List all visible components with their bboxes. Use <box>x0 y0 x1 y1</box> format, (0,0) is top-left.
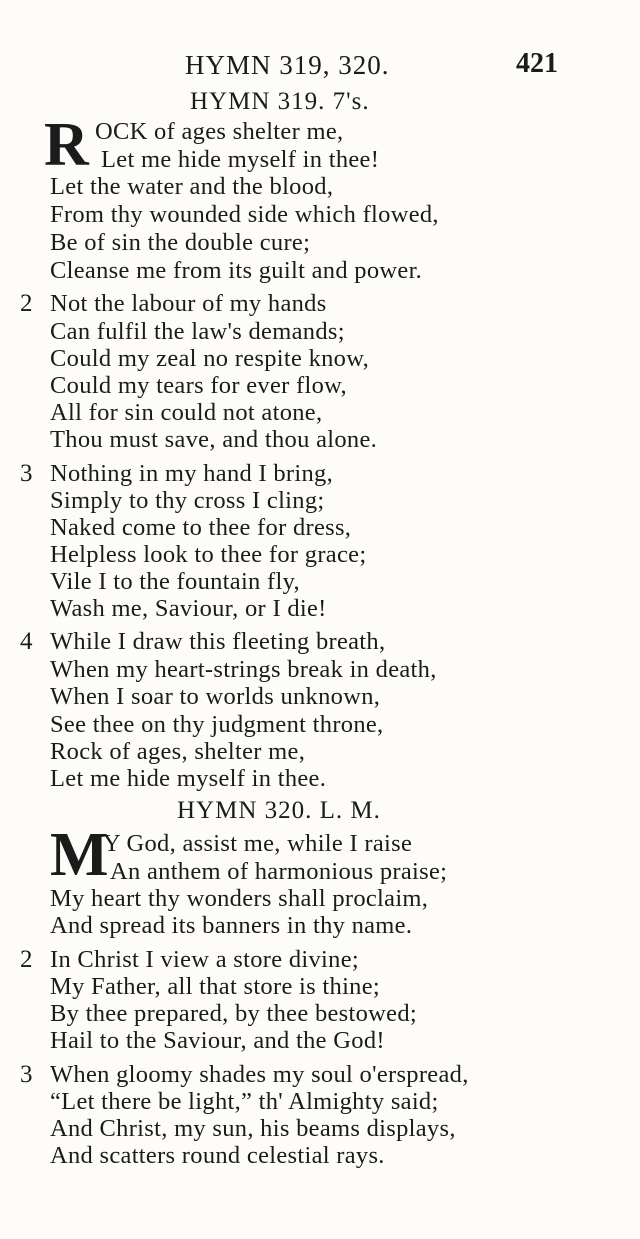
verse-line: Y God, assist me, while I raise <box>103 830 413 857</box>
verse-number: 3 <box>20 460 33 487</box>
hymn-title: HYMN 319. 7's. <box>190 88 370 115</box>
verse-line: Helpless look to thee for grace; <box>50 541 367 568</box>
verse-line: When I soar to worlds unknown, <box>50 683 381 710</box>
verse-line: All for sin could not atone, <box>50 399 323 426</box>
verse-line: And Christ, my sun, his beams displays, <box>50 1115 456 1142</box>
verse-line: And spread its banners in thy name. <box>50 912 413 939</box>
verse-line: Could my zeal no respite know, <box>50 345 370 372</box>
verse-line: Thou must save, and thou alone. <box>50 426 378 453</box>
verse-line: By thee prepared, by thee bestowed; <box>50 1000 417 1027</box>
verse-number: 4 <box>20 628 33 655</box>
verse-number: 2 <box>20 290 33 317</box>
verse-line: OCK of ages shelter me, <box>95 118 344 145</box>
verse-line: “Let there be light,” th' Almighty said; <box>50 1088 439 1115</box>
verse-line: My heart thy wonders shall proclaim, <box>50 885 429 912</box>
verse-line: In Christ I view a store divine; <box>50 946 359 973</box>
verse-line: Cleanse me from its guilt and power. <box>50 257 423 284</box>
verse-line: An anthem of harmonious praise; <box>110 858 448 885</box>
verse-number: 2 <box>20 946 33 973</box>
verse-line: Nothing in my hand I bring, <box>50 460 334 487</box>
page-number: 421 <box>516 48 558 79</box>
verse-line: Let the water and the blood, <box>50 173 334 200</box>
verse-line: Be of sin the double cure; <box>50 229 311 256</box>
verse-line: Rock of ages, shelter me, <box>50 738 306 765</box>
verse-line: Let me hide myself in thee. <box>50 765 327 792</box>
running-head-title: HYMN 319, 320. <box>185 50 390 80</box>
drop-cap: M <box>50 821 109 889</box>
verse-line: Vile I to the fountain fly, <box>50 568 300 595</box>
drop-cap: R <box>44 111 89 179</box>
verse-line: Let me hide myself in thee! <box>101 146 380 173</box>
verse-line: My Father, all that store is thine; <box>50 973 381 1000</box>
verse-line: From thy wounded side which flowed, <box>50 201 439 228</box>
hymn-title: HYMN 320. L. M. <box>177 797 381 824</box>
verse-line: Could my tears for ever flow, <box>50 372 347 399</box>
running-head <box>0 50 640 84</box>
verse-line: When gloomy shades my soul o'erspread, <box>50 1061 469 1088</box>
verse-line: While I draw this fleeting breath, <box>50 628 386 655</box>
verse-line: And scatters round celestial rays. <box>50 1142 385 1169</box>
verse-line: Can fulfil the law's demands; <box>50 318 345 345</box>
verse-line: Not the labour of my hands <box>50 290 327 317</box>
verse-line: Simply to thy cross I cling; <box>50 487 325 514</box>
verse-line: Wash me, Saviour, or I die! <box>50 595 327 622</box>
verse-number: 3 <box>20 1061 33 1088</box>
verse-line: Naked come to thee for dress, <box>50 514 352 541</box>
verse-line: When my heart-strings break in death, <box>50 656 437 683</box>
verse-line: See thee on thy judgment throne, <box>50 711 384 738</box>
verse-line: Hail to the Saviour, and the God! <box>50 1027 385 1054</box>
